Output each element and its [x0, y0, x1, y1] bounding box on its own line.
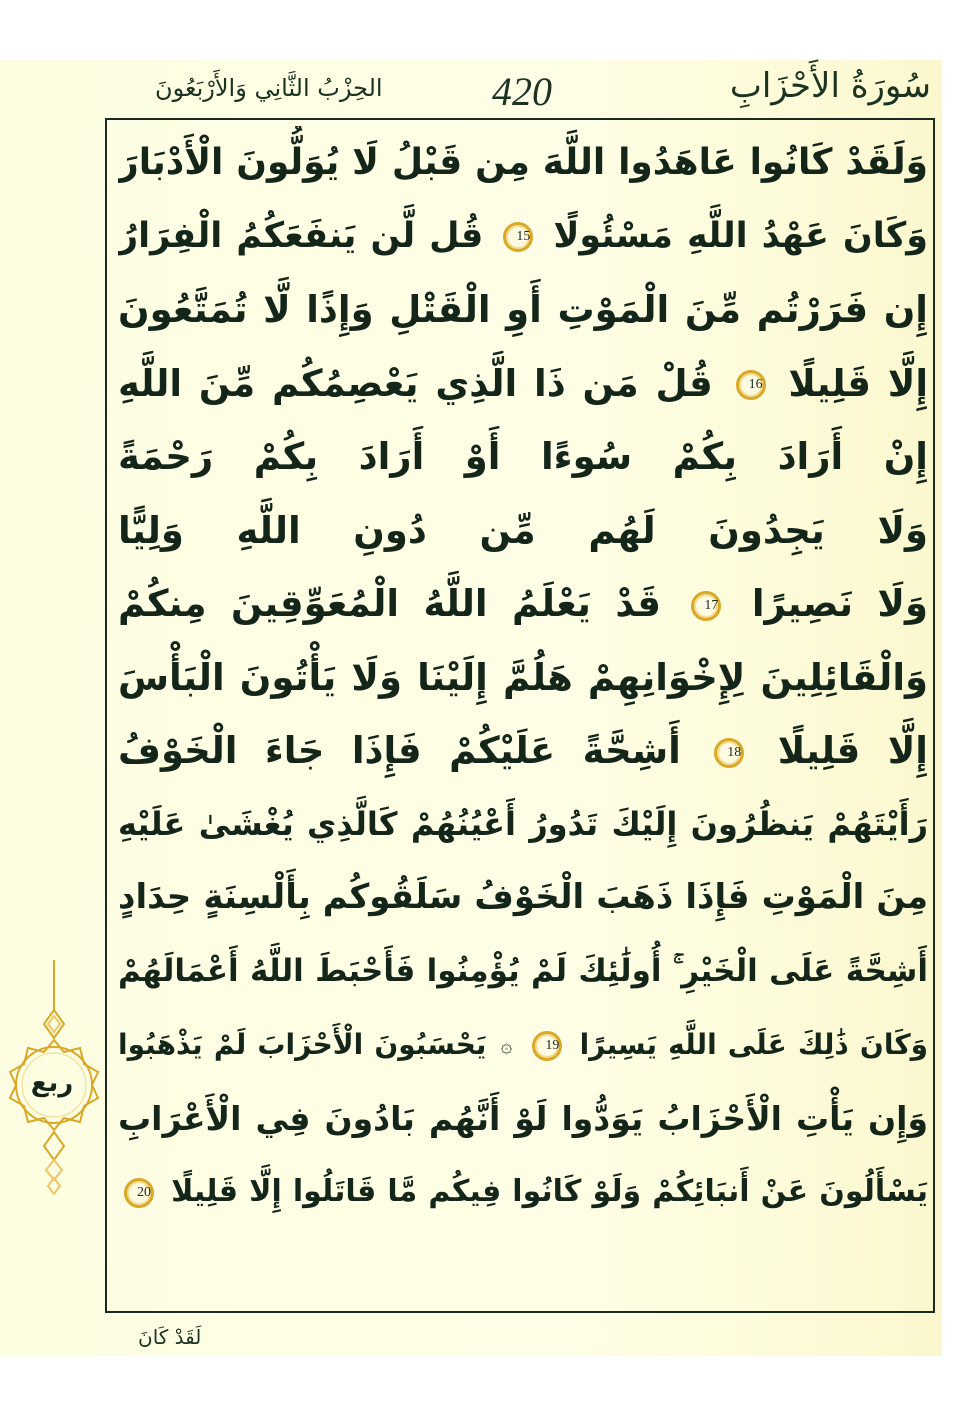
text-line: [118, 788, 928, 862]
verse-text: يَحْسَبُونَ الْأَحْزَابَ لَمْ يَذْهَبُوا: [118, 1028, 487, 1061]
text-line: [118, 420, 928, 494]
verse-text: مِنَ الْمَوْتِ فَإِذَا ذَهَبَ الْخَوْفُ سَلَقُوكُم بِأَلْسِنَةٍ حِدَادٍ: [118, 877, 928, 917]
page-number: 420: [492, 69, 552, 114]
text-line: [118, 126, 928, 200]
text-line: [118, 347, 928, 421]
verse-text: إِن فَرَرْتُم مِّنَ الْمَوْتِ أَوِ الْقَتْلِ وَإِذًا لَّا تُمَتَّعُونَ: [118, 288, 928, 331]
text-line: [118, 1008, 928, 1082]
ayah-number-marker: 20: [124, 1178, 154, 1208]
surah-name: سُورَةُ الأَحْزَابِ: [729, 66, 931, 106]
verse-text: إِنْ أَرَادَ بِكُمْ سُوءًا أَوْ أَرَادَ بِكُمْ رَحْمَةً: [118, 435, 928, 478]
ayah-number-marker: 17: [691, 591, 721, 621]
verse-text: أَشِحَّةً عَلَيْكُمْ فَإِذَا جَاءَ الْخَوْفُ: [118, 729, 681, 772]
verse-text: وَكَانَ عَهْدُ اللَّهِ مَسْئُولًا: [553, 215, 928, 256]
verse-text: إِلَّا قَلِيلًا: [788, 361, 928, 405]
verse-text: وَلَا نَصِيرًا: [751, 582, 928, 625]
verse-text: إِلَّا قَلِيلًا: [777, 729, 928, 772]
ayah-number-marker: 16: [736, 370, 766, 400]
text-line: [118, 1082, 928, 1156]
text-line: [118, 935, 928, 1009]
text-line: [118, 714, 928, 788]
ayah-number-marker: 18: [714, 738, 744, 768]
text-line: [118, 273, 928, 347]
verse-text: يَسْأَلُونَ عَنْ أَنبَائِكُمْ وَلَوْ كَانُوا فِيكُم مَّا قَاتَلُوا إِلَّا قَلِيلًا: [171, 1174, 928, 1209]
verse-text: أَشِحَّةً عَلَى الْخَيْرِ ۚ أُولَٰئِكَ لَمْ يُؤْمِنُوا فَأَحْبَطَ اللَّهُ أَعْمَالَهُمْ: [118, 952, 928, 989]
verse-text: وَإِن يَأْتِ الْأَحْزَابُ يَوَدُّوا لَوْ أَنَّهُم بَادُونَ فِي الْأَعْرَابِ: [118, 1098, 928, 1138]
text-line: [118, 641, 928, 715]
quran-text: [118, 126, 928, 1229]
verse-text: وَلَقَدْ كَانُوا عَاهَدُوا اللَّهَ مِن قَبْلُ لَا يُوَلُّونَ الْأَدْبَارَ: [118, 142, 928, 183]
text-line: [118, 200, 928, 274]
text-line: [118, 861, 928, 935]
ayah-number-marker: 15: [503, 222, 533, 252]
text-line: [118, 494, 928, 568]
verse-text: وَلَا يَجِدُونَ لَهُم مِّن دُونِ اللَّهِ وَلِيًّا: [118, 508, 928, 552]
page-header: [105, 60, 939, 118]
verse-text: قُلْ مَن ذَا الَّذِي يَعْصِمُكُم مِّنَ اللَّهِ: [118, 361, 713, 405]
verse-text: وَالْقَائِلِينَ لِإِخْوَانِهِمْ هَلُمَّ إِلَيْنَا وَلَا يَأْتُونَ الْبَأْسَ: [118, 655, 928, 699]
text-line: [118, 1155, 928, 1229]
verse-text: رَأَيْتَهُمْ يَنظُرُونَ إِلَيْكَ تَدُورُ أَعْيُنُهُمْ كَالَّذِي يُغْشَىٰ عَلَيْهِ: [118, 804, 928, 843]
rub-label: ربع: [30, 1068, 74, 1098]
verse-text: وَكَانَ ذَٰلِكَ عَلَى اللَّهِ يَسِيرًا: [579, 1028, 928, 1061]
rub-star-icon: ۞: [500, 1033, 513, 1058]
hizb-label: الحِزْبُ الثَّانِي وَالأَرْبَعُونَ: [155, 74, 383, 102]
text-line: [118, 567, 928, 641]
verse-text: قَدْ يَعْلَمُ اللَّهُ الْمُعَوِّقِينَ مِنكُمْ: [118, 582, 661, 625]
verse-text: قُل لَّن يَنفَعَكُمُ الْفِرَارُ: [118, 215, 484, 256]
ayah-number-marker: 19: [532, 1031, 562, 1061]
catchword: لَقَدْ كَانَ: [138, 1325, 202, 1349]
